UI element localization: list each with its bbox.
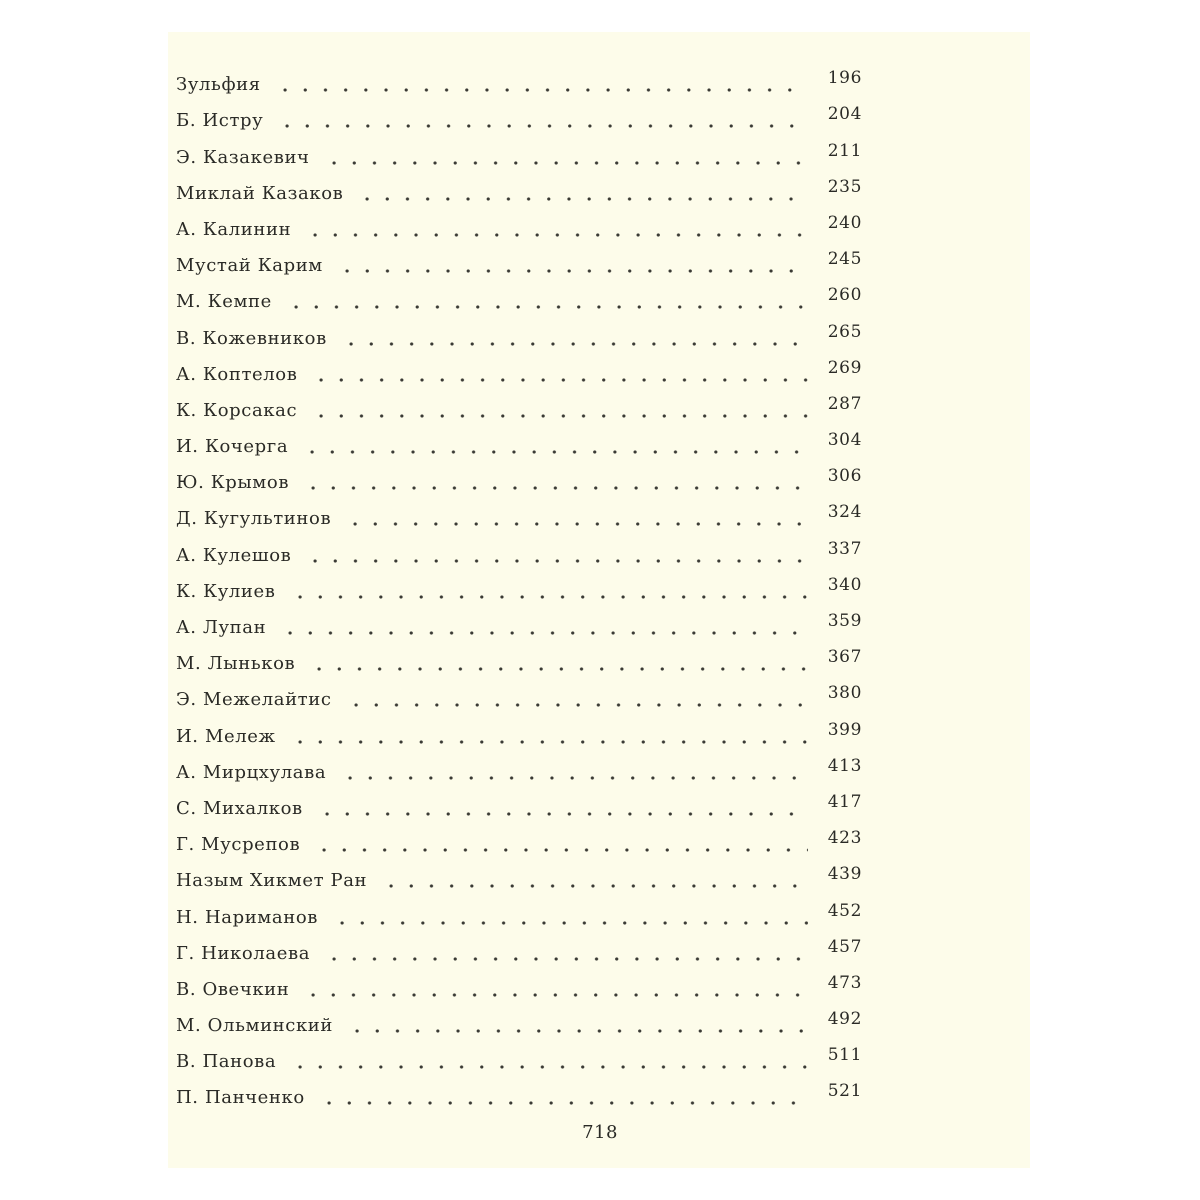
toc-entry-page: 204 — [827, 104, 862, 125]
toc-entry — [176, 169, 862, 205]
dot-leader — [308, 834, 808, 856]
toc-entry — [176, 277, 862, 313]
toc-entry-page: 511 — [827, 1045, 862, 1066]
dot-leader — [280, 291, 808, 313]
toc-entry — [176, 929, 862, 965]
toc-entry-name: Зульфия — [176, 74, 269, 96]
toc-entry-name: Г. Мусрепов — [176, 834, 308, 856]
dot-leader — [274, 617, 808, 639]
toc-entry-page: 269 — [827, 357, 862, 378]
toc-entry — [176, 60, 862, 96]
toc-entry — [176, 530, 862, 566]
toc-entry-page: 457 — [827, 936, 862, 957]
dot-leader — [313, 1087, 808, 1109]
toc-entry — [176, 965, 862, 1001]
toc-entry-page: 380 — [827, 683, 862, 704]
toc-entry-name: А. Калинин — [176, 219, 299, 241]
toc-entry-page: 211 — [827, 140, 862, 161]
dot-leader — [305, 364, 808, 386]
dot-leader — [339, 508, 808, 530]
toc-entry — [176, 494, 862, 530]
toc-entry-name: М. Ольминский — [176, 1015, 341, 1037]
toc-entry-page: 367 — [827, 647, 862, 668]
toc-entry-page: 399 — [827, 719, 862, 740]
toc-entry — [176, 313, 862, 349]
toc-entry — [176, 784, 862, 820]
dot-leader — [340, 689, 808, 711]
toc-entry-name: П. Панченко — [176, 1087, 313, 1109]
dot-leader — [297, 979, 808, 1001]
dot-leader — [284, 581, 808, 603]
toc-entry-name: М. Кемпе — [176, 291, 280, 313]
dot-leader — [351, 183, 808, 205]
toc-entry-page: 452 — [827, 900, 862, 921]
table-of-contents — [176, 60, 862, 1109]
dot-leader — [299, 219, 808, 241]
toc-entry-page: 245 — [827, 249, 862, 270]
dot-leader — [311, 798, 808, 820]
toc-entry-name: К. Кулиев — [176, 581, 284, 603]
toc-entry — [176, 205, 862, 241]
toc-entry-page: 240 — [827, 212, 862, 233]
toc-entry-name: А. Лупан — [176, 617, 274, 639]
toc-entry — [176, 820, 862, 856]
toc-entry-name: И. Мележ — [176, 726, 284, 748]
toc-entry-page: 306 — [827, 466, 862, 487]
toc-entry-name: Назым Хикмет Ран — [176, 870, 375, 892]
toc-entry-name: В. Овечкин — [176, 979, 297, 1001]
dot-leader — [334, 762, 808, 784]
dot-leader — [271, 110, 808, 132]
toc-entry — [176, 132, 862, 168]
toc-entry — [176, 639, 862, 675]
toc-entry — [176, 567, 862, 603]
toc-entry-name: А. Кулешов — [176, 545, 299, 567]
dot-leader — [303, 653, 808, 675]
toc-entry-page: 324 — [827, 502, 862, 523]
toc-entry — [176, 350, 862, 386]
toc-entry-page: 359 — [827, 611, 862, 631]
toc-entry-name: Э. Межелайтис — [176, 689, 340, 711]
toc-entry-page: 473 — [827, 972, 862, 993]
toc-entry-name: И. Кочерга — [176, 436, 296, 458]
toc-entry-page: 337 — [827, 538, 862, 559]
dot-leader — [299, 545, 808, 567]
toc-entry — [176, 711, 862, 747]
toc-entry — [176, 386, 862, 422]
dot-leader — [269, 74, 808, 96]
toc-entry-page: 265 — [827, 321, 862, 342]
toc-entry-name: Д. Кугультинов — [176, 508, 339, 530]
toc-entry-page: 196 — [827, 68, 862, 89]
toc-entry-name: В. Панова — [176, 1051, 284, 1073]
toc-entry — [176, 1001, 862, 1037]
toc-entry — [176, 675, 862, 711]
dot-leader — [335, 328, 808, 350]
toc-entry-name: А. Коптелов — [176, 364, 305, 386]
toc-entry — [176, 603, 862, 639]
dot-leader — [305, 400, 808, 422]
dot-leader — [318, 943, 808, 965]
toc-entry-name: Г. Николаева — [176, 943, 318, 965]
toc-entry-page: 439 — [827, 864, 862, 885]
toc-entry — [176, 892, 862, 928]
toc-entry-page: 413 — [827, 755, 862, 776]
dot-leader — [341, 1015, 808, 1037]
toc-entry — [176, 458, 862, 494]
toc-entry-page: 492 — [827, 1009, 862, 1030]
toc-entry-page: 235 — [827, 176, 862, 197]
toc-entry-page: 521 — [827, 1081, 862, 1102]
page-number: 718 — [582, 1122, 618, 1143]
toc-entry-name: Мустай Карим — [176, 255, 331, 277]
toc-entry — [176, 241, 862, 277]
toc-entry-page: 423 — [827, 828, 862, 849]
toc-entry-name: Н. Нариманов — [176, 907, 326, 929]
toc-entry-name: Миклай Казаков — [176, 183, 351, 205]
toc-entry-name: К. Корсакас — [176, 400, 305, 422]
toc-entry — [176, 422, 862, 458]
toc-entry-name: Э. Казакевич — [176, 147, 318, 169]
toc-entry-name: В. Кожевников — [176, 328, 335, 350]
toc-entry-name: Б. Истру — [176, 110, 271, 132]
dot-leader — [375, 870, 808, 892]
dot-leader — [296, 436, 808, 458]
dot-leader — [284, 1051, 808, 1073]
toc-entry-page: 304 — [827, 430, 862, 451]
dot-leader — [297, 472, 808, 494]
toc-entry-page: 340 — [827, 574, 862, 595]
toc-entry — [176, 748, 862, 784]
dot-leader — [331, 255, 808, 277]
toc-entry — [176, 856, 862, 892]
toc-entry-page: 417 — [827, 791, 862, 812]
toc-entry-page: 287 — [827, 393, 862, 414]
dot-leader — [326, 907, 808, 929]
dot-leader — [318, 147, 808, 169]
toc-entry-page: 260 — [827, 285, 862, 306]
toc-entry — [176, 1073, 862, 1109]
dot-leader — [284, 726, 808, 748]
toc-entry-name: С. Михалков — [176, 798, 311, 820]
toc-entry-name: А. Мирцхулава — [176, 762, 334, 784]
toc-entry-name: Ю. Крымов — [176, 472, 297, 494]
toc-entry — [176, 96, 862, 132]
toc-entry — [176, 1037, 862, 1073]
toc-entry-name: М. Лыньков — [176, 653, 303, 675]
